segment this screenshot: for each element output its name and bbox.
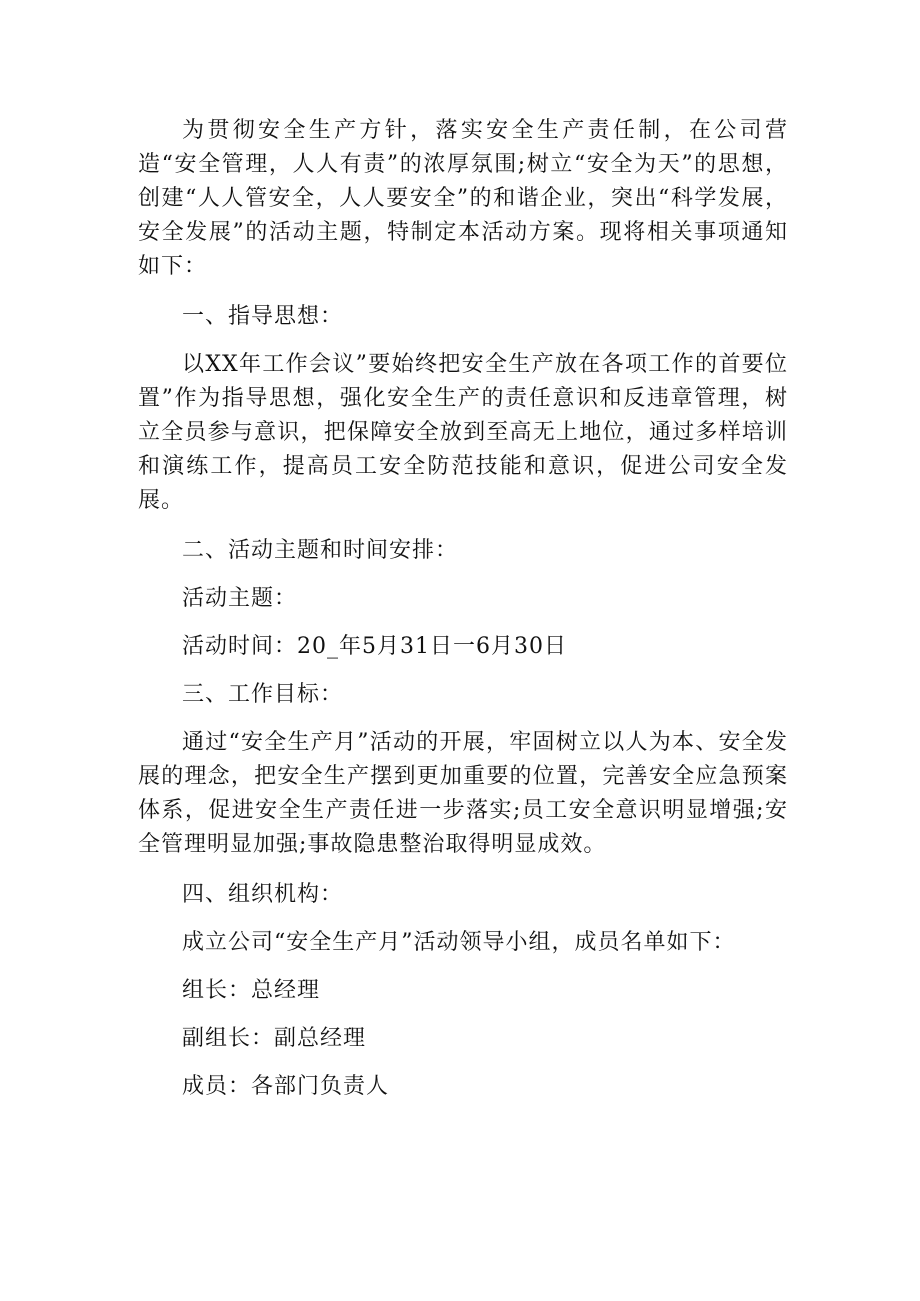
section-heading-work-goals: 三、工作目标：	[182, 682, 344, 707]
document-body	[138, 114, 788, 1118]
intro-paragraph: 为贯彻安全生产方针，落实安全生产责任制，在公司营造“安全管理，人人有责”的浓厚氛围;树立“安全为天”的思想，创建“人人管安全，人人要安全”的和谐企业，突出“科学发展，安全发展”的活动主题，特制定本活动方案。现将相关事项通知如下：	[138, 118, 788, 279]
members-line: 成员：各部门负责人	[182, 1074, 390, 1099]
team-leader-line: 组长：总经理	[182, 978, 321, 1003]
section-heading-guiding-ideology: 一、指导思想：	[182, 304, 344, 329]
activity-theme-line: 活动主题：	[182, 586, 298, 611]
activity-time-line: 活动时间：20_年5月31日一6月30日	[182, 634, 567, 659]
section-heading-organization: 四、组织机构：	[182, 882, 344, 907]
section-heading-theme-and-schedule: 二、活动主题和时间安排：	[182, 538, 459, 563]
work-goals-paragraph: 通过“安全生产月”活动的开展，牢固树立以人为本、安全发展的理念，把安全生产摆到更加重要的位置，完善安全应急预案体系，促进安全生产责任进一步落实;员工安全意识明显增强;安全管理明显加强;事故隐患整治取得明显成效。	[138, 730, 788, 857]
guiding-ideology-paragraph: 以XX年工作会议”要始终把安全生产放在各项工作的首要位置”作为指导思想，强化安全生产的责任意识和反违章管理，树立全员参与意识，把保障安全放到至高无上地位，通过多样培训和演练工作，提高员工安全防范技能和意识，促进公司安全发展。	[138, 352, 788, 513]
deputy-leader-line: 副组长：副总经理	[182, 1026, 367, 1051]
organization-intro-line: 成立公司“安全生产月”活动领导小组，成员名单如下：	[182, 930, 736, 955]
